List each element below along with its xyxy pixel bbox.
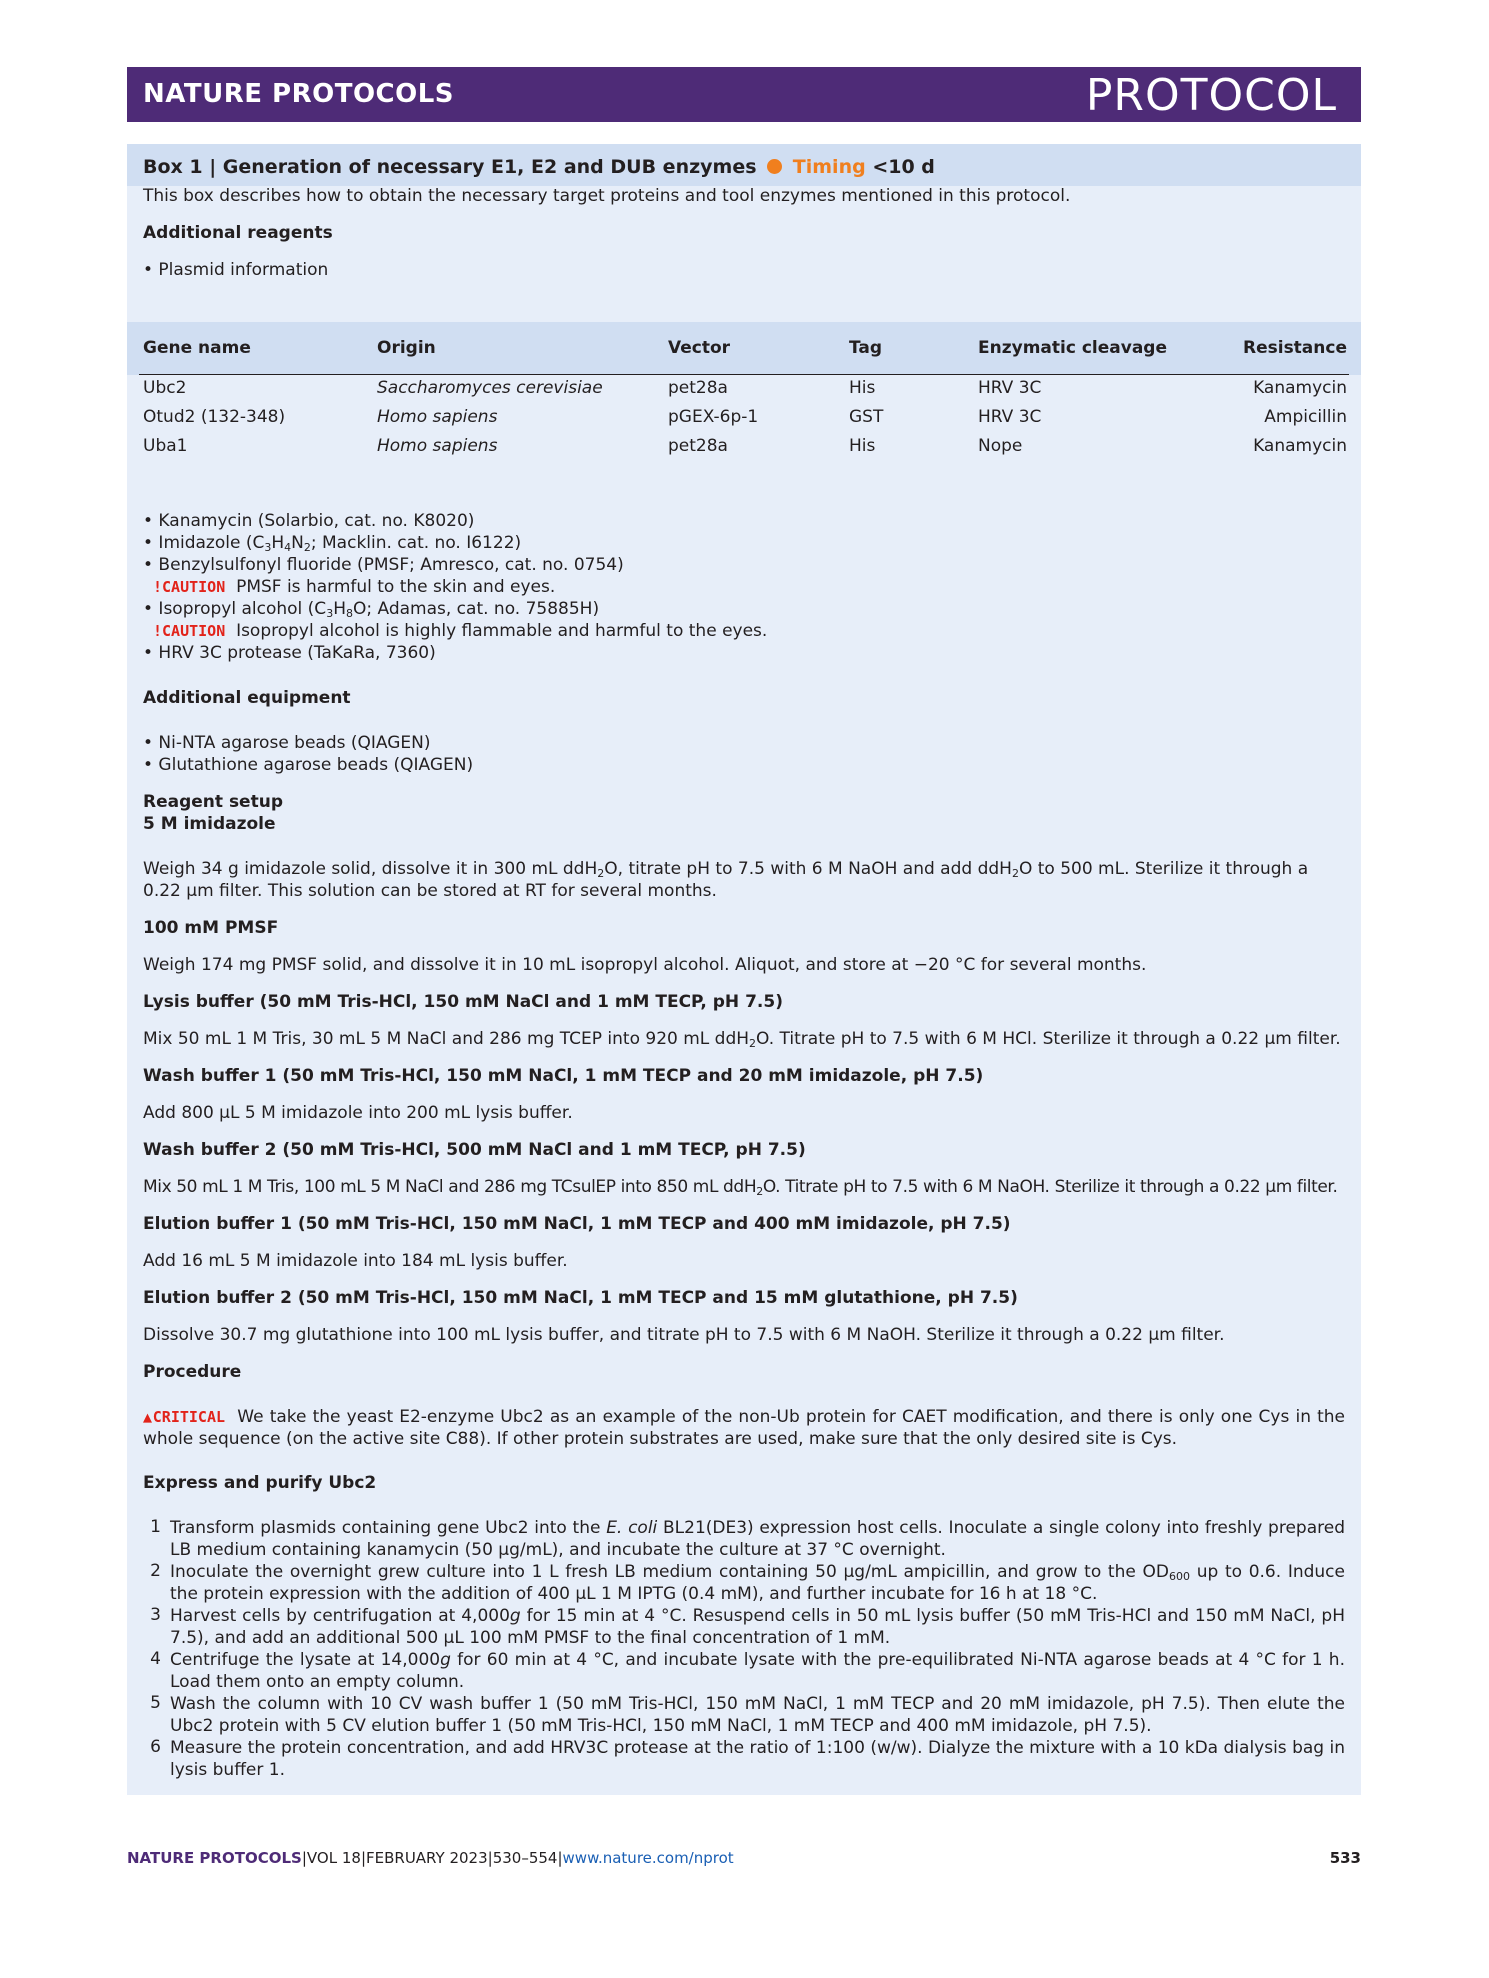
reagent-isopropyl: • Isopropyl alcohol ($C_3H_8O$; Adamas, cat. no. 75885H) — [143, 599, 600, 620]
elution2-heading: Elution buffer 2 (50 mM Tris-HCl, 150 mM NaCl, 1 mM TECP and 15 mM glutathione, pH 7.5) — [143, 1288, 1018, 1308]
reagent-setup-heading: Reagent setup — [143, 792, 283, 812]
footer: NATURE PROTOCOLS|VOL 18|FEBRUARY 2023|530–554|www.nature.com/nprot — [127, 1849, 734, 1867]
footer-date: FEBRUARY 2023 — [366, 1849, 488, 1867]
lysis-heading: Lysis buffer (50 mM Tris-HCl, 150 mM NaCl and 1 mM TECP, pH 7.5) — [143, 992, 783, 1012]
equipment-heading: Additional equipment — [143, 688, 351, 708]
wash2-heading: Wash buffer 2 (50 mM Tris-HCl, 500 mM NaCl and 1 mM TECP, pH 7.5) — [143, 1140, 806, 1160]
elution1-text: Add 16 mL 5 M imidazole into 184 mL lysis buffer. — [143, 1251, 568, 1271]
critical-label: ▲CRITICAL — [143, 1408, 226, 1426]
wash1-heading: Wash buffer 1 (50 mM Tris-HCl, 150 mM NaCl, 1 mM TECP and 20 mM imidazole, pH 7.5) — [143, 1066, 984, 1086]
wash1-text: Add 800 μL 5 M imidazole into 200 mL lysis buffer. — [143, 1103, 573, 1123]
reagent-kanamycin: • Kanamycin (Solarbio, cat. no. K8020) — [143, 511, 475, 531]
timing-value: <10 d — [872, 156, 935, 178]
footer-url-link[interactable]: www.nature.com/nprot — [562, 1849, 734, 1867]
col-origin: Origin — [377, 338, 436, 358]
equipment-item: • Ni-NTA agarose beads (QIAGEN) — [143, 733, 431, 753]
table-header — [127, 322, 1361, 375]
caution-label: !CAUTION — [153, 578, 226, 596]
reagent-hrv: • HRV 3C protease (TaKaRa, 7360) — [143, 643, 436, 663]
box-title: Box 1 | Generation of necessary E1, E2 and DUB enzymes Timing <10 d — [143, 156, 935, 178]
footer-pages: 530–554 — [492, 1849, 558, 1867]
journal-name: NATURE PROTOCOLS — [143, 79, 455, 109]
additional-reagents-heading: Additional reagents — [143, 223, 333, 243]
imidazole-text-line2: 0.22 μm filter. This solution can be stored at RT for several months. — [143, 881, 717, 901]
isopropyl-caution: !CAUTION Isopropyl alcohol is highly flammable and harmful to the eyes. — [153, 621, 768, 641]
box-title-bar — [127, 144, 1361, 186]
article-type: PROTOCOL — [1085, 70, 1337, 121]
col-tag: Tag — [849, 338, 883, 358]
col-resistance: Resistance — [1243, 338, 1347, 358]
footer-volume: VOL 18 — [306, 1849, 361, 1867]
lysis-text: Mix 50 mL 1 M Tris, 30 mL 5 M NaCl and 286 mg TCEP into 920 mL ddH$_2$O. Titrate pH to 7.5 with 6 M HCl. Sterilize it through a 0.22 μm filter. — [143, 1029, 1341, 1050]
equipment-item: • Glutathione agarose beads (QIAGEN) — [143, 755, 474, 775]
journal-header — [127, 67, 1361, 122]
pmsf-caution: !CAUTION PMSF is harmful to the skin and eyes. — [153, 577, 556, 597]
box-1: Box 1 | Generation of necessary E1, E2 and DUB enzymes Timing <10 d This box describes how to obtain the necessary target proteins and tool enzymes mentioned in this protocol. Additional reagents • Plasmid information Gene name Origin Vector Tag Enzymatic cleavage Resistance Ubc2 Saccharomyces cerevisiae pet28a His HRV 3C Kanamycin Otud2 (132-348) Homo sapiens pGEX-6p-1 GST HRV 3C Ampicillin Uba1 Homo sapiens pet28a His Nope Kanamycin • Kanamycin (Solarbio, cat. no. K8020) • Imidazole ($C_3H_4N_2$; Macklin. cat. no. I6122) • Benzylsulfonyl fluoride (PMSF; Amresco, cat. no. 0754) !CAUTION PMSF is harmful to the skin and eyes. • Isopropyl alcohol ($C_3H_8O$; Adamas, cat. no. 75885H) !CAUTION Isopropyl alcohol is highly flammable and harmful to the eyes. • HRV 3C protease (TaKaRa, 7360) Additional equipment • Ni-NTA agarose beads (QIAGEN) • Glutathione agarose beads (QIAGEN) Reagent setup 5 M imidazole Weigh 34 g imidazole solid, dissolve it in 300 mL ddH$_2$O, titrate pH to 7.5 with 6 M NaOH and add ddH$_2$O to 500 mL. Sterilize it through a 0.22 μm filter. This solution can be stored at RT for several months. 100 mM PMSF Weigh 174 mg PMSF solid, and dissolve it in 10 mL isopropyl alcohol. Aliquot, and store at −20 °C for several months. Lysis buffer (50 mM Tris-HCl, 150 mM NaCl and 1 mM TECP, pH 7.5) Mix 50 mL 1 M Tris, 30 mL 5 M NaCl and 286 mg TCEP into 920 mL ddH$_2$O. Titrate pH to 7.5 with 6 M HCl. Sterilize it through a 0.22 μm filter. Wash buffer 1 (50 mM Tris-HCl, 150 mM NaCl, 1 mM TECP and 20 mM imidazole, pH 7.5) Add 800 μL 5 M imidazole into 200 mL lysis buffer. Wash buffer 2 (50 mM Tris-HCl, 500 mM NaCl and 1 mM TECP, pH 7.5) Mix 50 mL 1 M Tris, 100 mL 5 M NaCl and 286 mg TCsulEP into 850 mL ddH$_2$O. Titrate pH to 7.5 with 6 M NaOH. Sterilize it through a 0.22 μm filter. Elution buffer 1 (50 mM Tris-HCl, 150 mM NaCl, 1 mM TECP and 400 mM imidazole, pH 7.5) Add 16 mL 5 M imidazole into 184 mL lysis buffer. Elution buffer 2 (50 mM Tris-HCl, 150 mM NaCl, 1 mM TECP and 15 mM glutathione, pH 7.5) Dissolve 30.7 mg glutathione into 100 mL lysis buffer, and titrate pH to 7.5 with 6 M NaOH. Sterilize it through a 0.22 μm filter. Procedure ▲CRITICAL We take the yeast E2-enzyme Ubc2 as an example of the non-Ub protein for CAET modification, and there is only one Cys in the whole sequence (on the active site C88). If other protein substrates are used, make sure that the only desired site is Cys. Express and purify Ubc2 1 Transform plasmids containing gene Ubc2 into the E. coli BL21(DE3) expression host cells. Inoculate a single colony into freshly prepared LB medium containing kanamycin (50 μg/mL), and incubate the culture at 37 °C overnight. 2 Inoculate the overnight grew culture into 1 L fresh LB medium containing 50 μg/mL ampicillin, and grow to the $OD_{600}$ up to 0.6. Induce the protein expression with the addition of 400 μL 1 M IPTG (0.4 mM), and further incubate for 16 h at 18 °C. 3 Harvest cells by centrifugation at 4,000g for 15 min at 4 °C. Resuspend cells in 50 mL lysis buffer (50 mM Tris-HCl and 150 mM NaCl, pH 7.5), and add an additional 500 μL 100 mM PMSF to the final concentration of 1 mM. 4 Centrifuge the lysate at 14,000g for 60 min at 4 °C, and incubate lysate with the pre-equilibrated Ni-NTA agarose beads at 4 °C for 1 h. Load them onto an empty column. 5 Wash the column with 10 CV wash buffer 1 (50 mM Tris-HCl, 150 mM NaCl, 1 mM TECP and 20 mM imidazole, pH 7.5). Then elute the Ubc2 protein with 5 CV elution buffer 1 (50 mM Tris-HCl, 150 mM NaCl, 1 mM TECP and 400 mM imidazole, pH 7.5). 6 Measure the protein concentration, and add HRV3C protease at the ratio of 1:100 (w/w). Dialyze the mixture with a 10 kDa dialysis bag in lysis buffer 1. — [127, 144, 1361, 1795]
procedure-heading: Procedure — [143, 1362, 242, 1382]
caution-label: !CAUTION — [153, 622, 226, 640]
imidazole-heading: 5 M imidazole — [143, 814, 276, 834]
timing-dot-icon — [767, 159, 782, 174]
col-gene-name: Gene name — [143, 338, 251, 358]
pmsf-text: Weigh 174 mg PMSF solid, and dissolve it in 10 mL isopropyl alcohol. Aliquot, and store at −20 °C for several months. — [143, 955, 1147, 975]
imidazole-text: Weigh 34 g imidazole solid, dissolve it in 300 mL ddH$_2$O, titrate pH to 7.5 with 6 M NaOH and add ddH$_2$O to 500 mL. Sterilize it through a — [143, 859, 1309, 880]
timing-label: Timing — [792, 156, 866, 178]
express-heading: Express and purify Ubc2 — [143, 1473, 377, 1493]
wash2-text: Mix 50 mL 1 M Tris, 100 mL 5 M NaCl and 286 mg TCsulEP into 850 mL ddH$_2$O. Titrate pH to 7.5 with 6 M NaOH. Sterilize it through a 0.22 μm filter. — [143, 1177, 1338, 1198]
elution1-heading: Elution buffer 1 (50 mM Tris-HCl, 150 mM NaCl, 1 mM TECP and 400 mM imidazole, pH 7.5) — [143, 1214, 1011, 1234]
elution2-text: Dissolve 30.7 mg glutathione into 100 mL lysis buffer, and titrate pH to 7.5 with 6 M NaOH. Sterilize it through a 0.22 μm filter. — [143, 1325, 1225, 1345]
plasmid-info: • Plasmid information — [143, 260, 329, 280]
reagent-imidazole: • Imidazole ($C_3H_4N_2$; Macklin. cat. no. I6122) — [143, 533, 522, 554]
footer-journal: NATURE PROTOCOLS — [127, 1849, 302, 1867]
box-intro: This box describes how to obtain the necessary target proteins and tool enzymes mentioned in this protocol. — [143, 186, 1071, 206]
col-enzymatic-cleavage: Enzymatic cleavage — [978, 338, 1167, 358]
critical-note: ▲CRITICAL We take the yeast E2-enzyme Ubc2 as an example of the non-Ub protein for CAET modification, and there is only one Cys in the whole sequence (on the active site C88). If other protein substrates are used, make sure that the only desired site is Cys. — [143, 1407, 1346, 1449]
col-vector: Vector — [668, 338, 731, 358]
pmsf-heading: 100 mM PMSF — [143, 918, 279, 938]
table-rule — [139, 374, 1349, 375]
page-number: 533 — [1329, 1849, 1361, 1867]
reagent-pmsf: • Benzylsulfonyl fluoride (PMSF; Amresco, cat. no. 0754) — [143, 555, 624, 575]
